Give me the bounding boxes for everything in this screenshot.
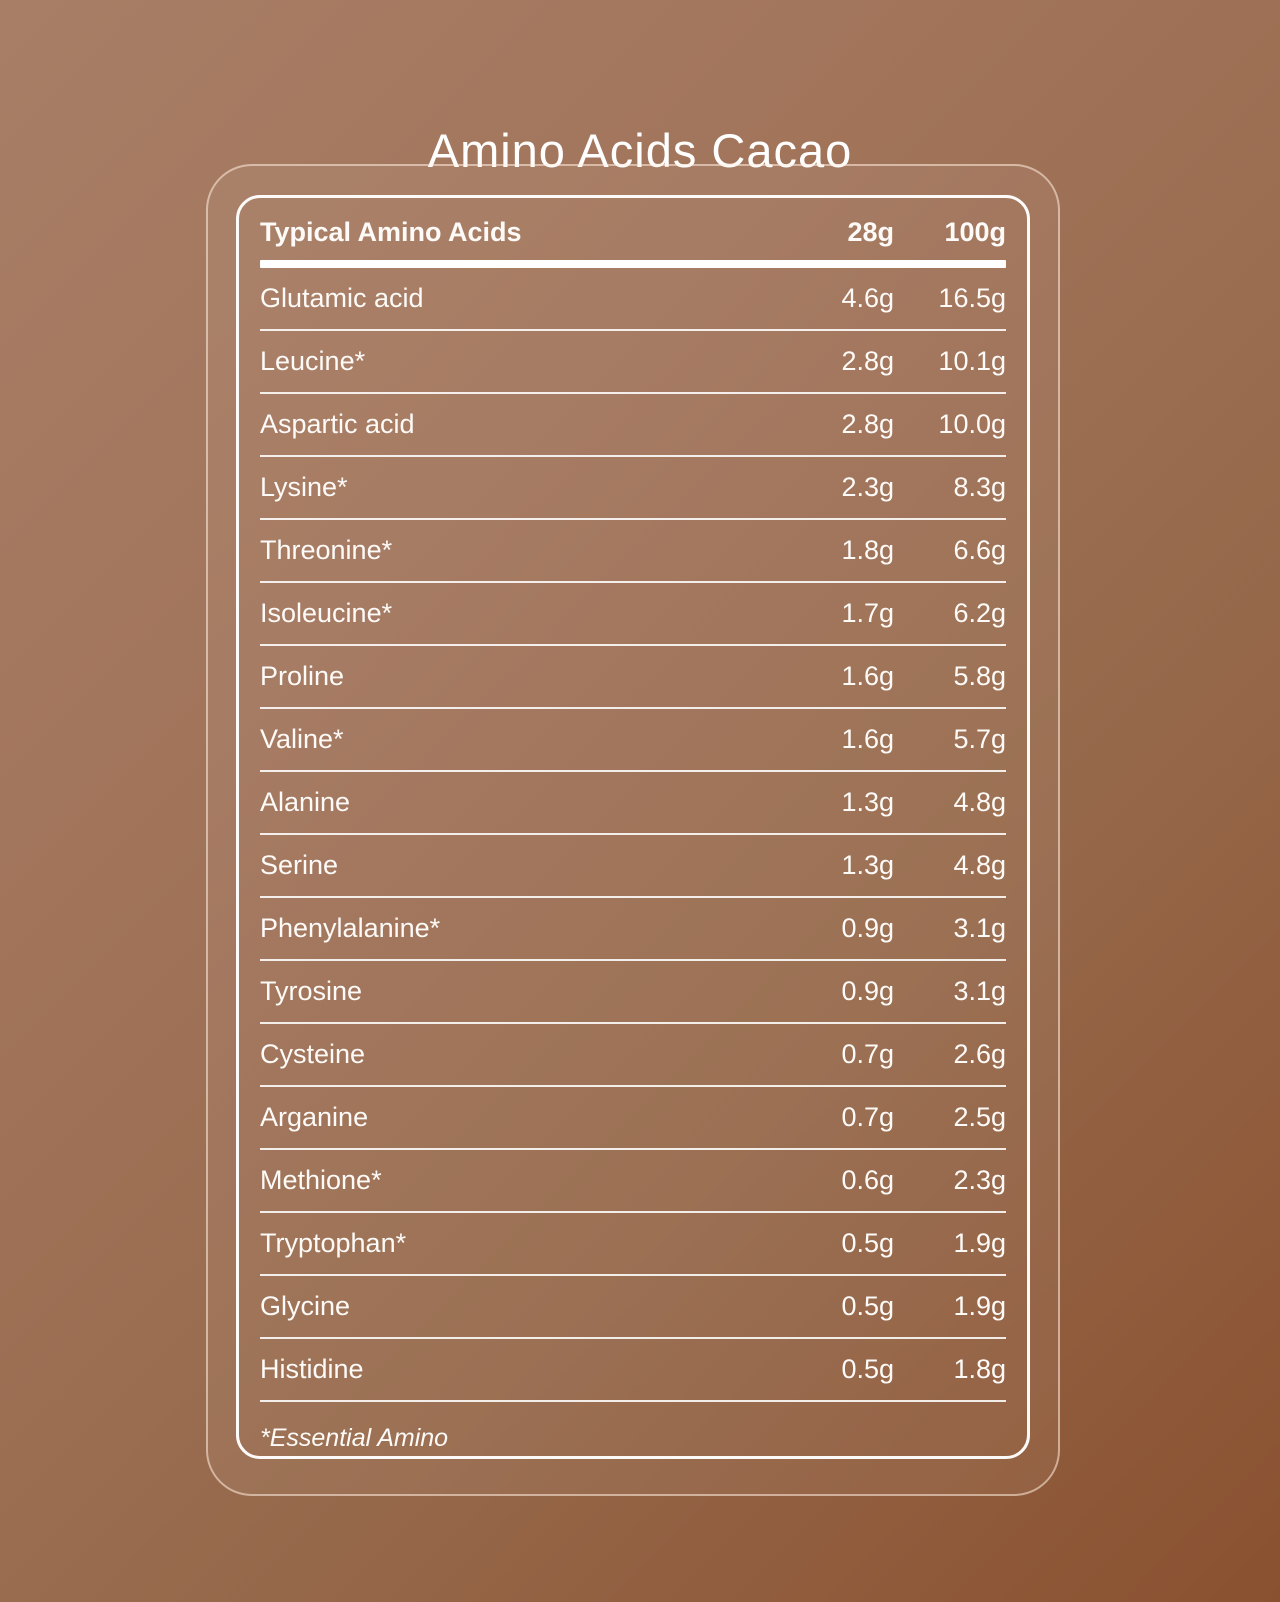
amino-acid-name: Histidine [260, 1354, 364, 1384]
amino-acid-per28g: 1.3g [841, 787, 894, 817]
amino-acid-name: Leucine* [260, 346, 366, 376]
amino-acid-per28g: 2.3g [841, 472, 894, 502]
amino-acid-per100g: 10.1g [938, 346, 1006, 376]
amino-acid-name: Aspartic acid [260, 409, 415, 439]
amino-acid-per28g: 2.8g [841, 346, 894, 376]
table-row [260, 394, 1006, 457]
amino-acid-name: Alanine [260, 787, 351, 817]
amino-acid-per28g: 0.5g [841, 1291, 894, 1321]
table-header-label: Typical Amino Acids [260, 216, 522, 247]
table-row [260, 1024, 1006, 1087]
amino-acid-name: Methione* [260, 1165, 382, 1195]
amino-acid-per100g: 4.8g [953, 787, 1006, 817]
amino-acid-per28g: 4.6g [841, 283, 894, 313]
amino-acid-per28g: 1.3g [841, 850, 894, 880]
amino-acid-name: Proline [260, 661, 345, 691]
amino-acid-name: Isoleucine* [260, 598, 393, 628]
essential-amino-footnote: *Essential Amino [260, 1424, 449, 1452]
table-row [260, 1087, 1006, 1150]
amino-acid-per28g: 0.7g [841, 1039, 894, 1069]
table-row [260, 646, 1006, 709]
amino-acid-per28g: 2.8g [841, 409, 894, 439]
table-row [260, 1150, 1006, 1213]
amino-acid-per100g: 10.0g [938, 409, 1006, 439]
amino-acid-per100g: 2.6g [953, 1039, 1006, 1069]
amino-acid-per100g: 3.1g [953, 913, 1006, 943]
amino-acid-name: Lysine* [260, 472, 348, 502]
amino-acid-name: Threonine* [260, 535, 393, 565]
amino-acid-per28g: 0.5g [841, 1228, 894, 1258]
page-title: Amino Acids Cacao [427, 124, 853, 178]
amino-acid-per100g: 6.6g [953, 535, 1006, 565]
amino-acid-per28g: 0.5g [841, 1354, 894, 1384]
table-row [260, 709, 1006, 772]
amino-acid-per28g: 0.6g [841, 1165, 894, 1195]
table-row [260, 268, 1006, 331]
table-row [260, 898, 1006, 961]
amino-acid-name: Tyrosine [260, 976, 363, 1006]
amino-acid-per100g: 1.8g [953, 1354, 1006, 1384]
amino-acid-per100g: 6.2g [953, 598, 1006, 628]
amino-acid-name: Cysteine [260, 1039, 366, 1069]
table-row [260, 457, 1006, 520]
amino-acid-per100g: 5.8g [953, 661, 1006, 691]
table-row [260, 583, 1006, 646]
amino-acid-per100g: 1.9g [953, 1291, 1006, 1321]
amino-acid-per100g: 2.5g [953, 1102, 1006, 1132]
amino-acid-per100g: 4.8g [953, 850, 1006, 880]
amino-acid-per28g: 0.9g [841, 976, 894, 1006]
header-divider-bar [260, 260, 1006, 268]
amino-acid-per100g: 1.9g [953, 1228, 1006, 1258]
table-row [260, 1213, 1006, 1276]
table-header-100g: 100g [944, 216, 1006, 247]
amino-acids-table [236, 195, 1030, 1459]
amino-acid-name: Valine* [260, 724, 344, 754]
amino-acid-per28g: 1.8g [841, 535, 894, 565]
amino-acid-per28g: 0.7g [841, 1102, 894, 1132]
amino-acid-per100g: 16.5g [938, 283, 1006, 313]
amino-acids-card [206, 164, 1060, 1496]
table-row [260, 772, 1006, 835]
amino-acid-name: Tryptophan* [260, 1228, 407, 1258]
amino-acid-name: Arganine [260, 1102, 369, 1132]
amino-acid-name: Glutamic acid [260, 283, 424, 313]
amino-acid-per28g: 1.7g [841, 598, 894, 628]
table-header-row [260, 198, 1006, 260]
amino-acid-per100g: 5.7g [953, 724, 1006, 754]
table-row [260, 835, 1006, 898]
table-row [260, 1339, 1006, 1402]
amino-acid-per100g: 3.1g [953, 976, 1006, 1006]
amino-acid-per100g: 2.3g [953, 1165, 1006, 1195]
amino-acid-per100g: 8.3g [953, 472, 1006, 502]
table-header-28g: 28g [847, 216, 894, 247]
amino-acid-name: Phenylalanine* [260, 913, 441, 943]
table-row [260, 1276, 1006, 1339]
table-body [260, 268, 1006, 1402]
amino-acid-per28g: 1.6g [841, 724, 894, 754]
table-row [260, 331, 1006, 394]
amino-acid-name: Glycine [260, 1291, 351, 1321]
amino-acid-name: Serine [260, 850, 339, 880]
table-row [260, 520, 1006, 583]
table-row [260, 961, 1006, 1024]
amino-acid-per28g: 1.6g [841, 661, 894, 691]
amino-acid-per28g: 0.9g [841, 913, 894, 943]
